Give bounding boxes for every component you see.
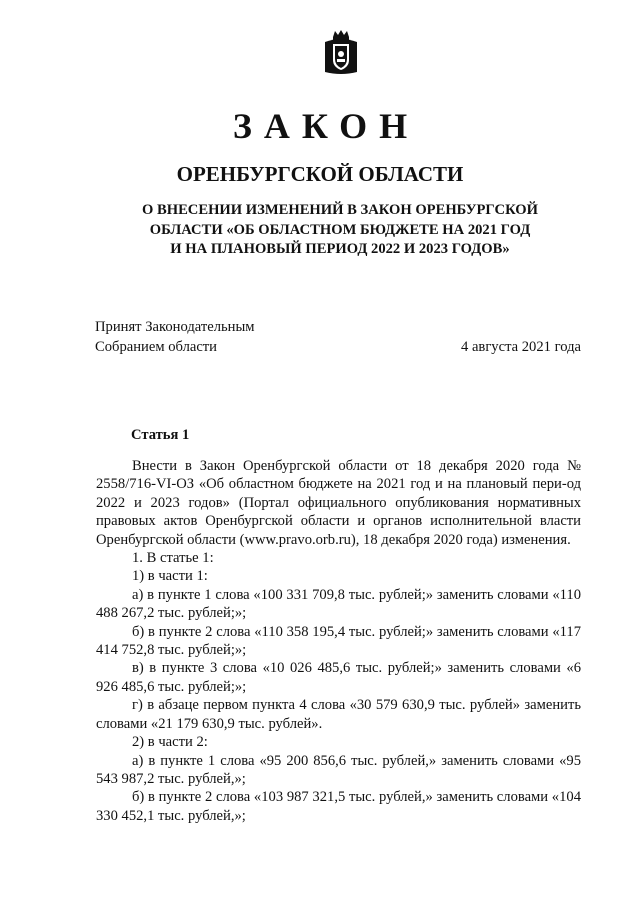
- document-title: ЗАКОН: [232, 106, 420, 146]
- document-subtitle: ОРЕНБУРГСКОЙ ОБЛАСТИ: [176, 162, 464, 186]
- coat-of-arms-icon: [322, 28, 360, 76]
- law-heading-line: И НА ПЛАНОВЫЙ ПЕРИОД 2022 И 2023 ГОДОВ»: [170, 241, 510, 257]
- paragraph: в) в пункте 3 слова «10 026 485,6 тыс. рублей;» заменить словами «6 926 485,6 тыс. рублей;»;: [96, 660, 581, 695]
- article-title: Статья 1: [131, 427, 190, 443]
- adoption-date: 4 августа 2021 года: [461, 339, 581, 355]
- adoption-line: Собранием области: [95, 339, 217, 355]
- paragraph: а) в пункте 1 слова «95 200 856,6 тыс. рублей,» заменить словами «95 543 987,2 тыс. рублей,»;: [96, 752, 581, 787]
- paragraph: 2) в части 2:: [132, 734, 208, 751]
- adoption-note: [95, 317, 254, 357]
- law-heading: [120, 201, 560, 260]
- paragraph: б) в пункте 2 слова «103 987 321,5 тыс. рублей,» заменить словами «104 330 452,1 тыс. рублей,»;: [96, 789, 581, 824]
- adoption-line: Принят Законодательным: [95, 319, 255, 335]
- paragraph: г) в абзаце первом пункта 4 слова «30 579 630,9 тыс. рублей» заменить словами «21 179 630,9 тыс. рублей».: [96, 697, 581, 732]
- paragraph: а) в пункте 1 слова «100 331 709,8 тыс. рублей;» заменить словами «110 488 267,2 тыс. рублей;»;: [96, 586, 581, 622]
- paragraph: 1. В статье 1:: [132, 550, 214, 567]
- paragraph: б) в пункте 2 слова «110 358 195,4 тыс. рублей;» заменить словами «117 414 752,8 тыс. рублей;»;: [96, 623, 581, 659]
- law-heading-line: О ВНЕСЕНИИ ИЗМЕНЕНИЙ В ЗАКОН ОРЕНБУРГСКОЙ: [141, 202, 538, 218]
- article-body: [96, 457, 581, 825]
- paragraph: Внести в Закон Оренбургской области от 18 декабря 2020 года № 2558/716-VI-ОЗ «Об областном бюджете на 2021 год и на плановый пери-од 2022 и 2023 годов» (Портал официального опубликования нормативных правовых актов Оренбургской области и органов исполнительной власти Оренбургской области (www.pravo.orb.ru), 18 декабря 2020 года) изменения.: [96, 458, 581, 548]
- law-heading-line: ОБЛАСТИ «ОБ ОБЛАСТНОМ БЮДЖЕТЕ НА 2021 ГОД: [149, 221, 531, 238]
- paragraph: 1) в части 1:: [132, 568, 208, 585]
